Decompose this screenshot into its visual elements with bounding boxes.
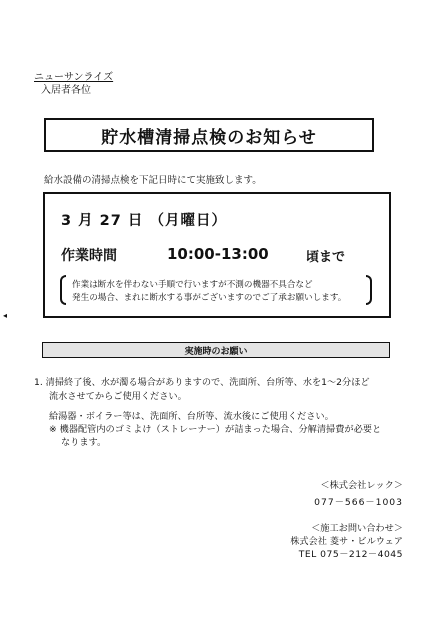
left-bracket	[60, 275, 66, 305]
addressee-residents: 入居者各位	[41, 85, 91, 96]
addressee-building: ニューサンライズ	[34, 72, 114, 83]
stray-mark: ◂	[3, 311, 8, 320]
request-heading: 実施時のお願い	[42, 342, 390, 358]
right-bracket	[366, 275, 372, 305]
request-note-line-2: なります。	[61, 437, 107, 448]
inquiry-company: 株式会社 菱サ・ビルウェア	[290, 536, 403, 547]
company-label: ＜株式会社レック＞	[320, 480, 403, 491]
time-label: 作業時間	[61, 248, 117, 264]
note-line-1: 作業は断水を伴わない手順で行いますが不測の機器不具合など	[72, 280, 313, 290]
request-note-line-1: ※ 機器配管内のゴミよけ（ストレーナー）が詰まった場合、分解清掃費が必要と	[49, 424, 382, 435]
request-item-1-line-1: 1. 清掃終了後、水が濁る場合がありますので、洗面所、台所等、水を1～2分ほど	[34, 377, 370, 388]
time-suffix: 頃まで	[306, 250, 346, 265]
schedule-date: 3 月 27 日 （月曜日）	[61, 213, 227, 229]
time-value: 10:00-13:00	[167, 245, 269, 263]
inquiry-label: ＜施工お問い合わせ＞	[311, 523, 403, 534]
notice-title: 貯水槽清掃点検のお知らせ	[44, 118, 374, 152]
request-item-1-line-2: 流水させてからご使用ください。	[49, 391, 187, 402]
intro-text: 給水設備の清掃点検を下記日時にて実施致します。	[44, 175, 262, 186]
request-item-2: 給湯器・ボイラー等は、洗面所、台所等、流水後にご使用ください。	[49, 411, 334, 422]
company-phone: 077－566－1003	[314, 497, 403, 508]
schedule-note	[60, 275, 372, 309]
inquiry-phone: TEL 075－212－4045	[298, 549, 403, 560]
note-line-2: 発生の場合、まれに断水する事がございますのでご了承お願いします。	[72, 293, 347, 303]
